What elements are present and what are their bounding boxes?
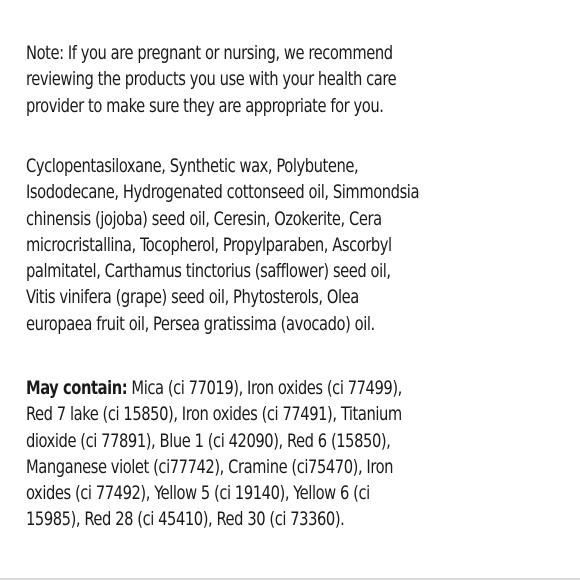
may-contain-line: 15985), Red 28 (ci 45410), Red 30 (ci 73360). bbox=[26, 508, 345, 531]
may-contain-first-line-text: Mica (ci 77019), Iron oxides (ci 77499), bbox=[127, 377, 402, 399]
may-contain-line: Manganese violet (ci77742), Cramine (ci75470), Iron bbox=[26, 455, 394, 478]
ingredients-line: Vitis vinifera (grape) seed oil, Phytosterols, Olea bbox=[26, 286, 359, 309]
may-contain-line: dioxide (ci 77891), Blue 1 (ci 42090), Red 6 (15850), bbox=[26, 429, 391, 452]
ingredients-line: microcristallina, Tocopherol, Propylparaben, Ascorbyl bbox=[26, 233, 392, 256]
ingredients-line: europaea fruit oil, Persea gratissima (avocado) oil. bbox=[26, 312, 375, 335]
note-line: reviewing the products you use with your health care bbox=[26, 68, 397, 91]
ingredients-line: chinensis (jojoba) seed oil, Ceresin, Ozokerite, Cera bbox=[26, 207, 382, 230]
ingredients-line: Cyclopentasiloxane, Synthetic wax, Polybutene, bbox=[26, 155, 359, 177]
may-contain-line: oxides (ci 77492), Yellow 5 (ci 19140), Yellow 6 (ci bbox=[26, 482, 370, 505]
may-contain-list bbox=[26, 375, 576, 533]
note-line: Note: If you are pregnant or nursing, we recommend bbox=[26, 42, 393, 64]
ingredients-list bbox=[26, 153, 576, 337]
may-contain-line: Red 7 lake (ci 15850), Iron oxides (ci 77491), Titanium bbox=[26, 403, 402, 426]
may-contain-label: May contain: bbox=[26, 377, 128, 399]
may-contain-first-line bbox=[26, 375, 576, 401]
pregnancy-note bbox=[26, 40, 576, 119]
ingredients-line: palmitatel, Carthamus tinctorius (safflower) seed oil, bbox=[26, 260, 391, 283]
note-line: provider to make sure they are appropriate for you. bbox=[26, 94, 384, 117]
ingredients-line: Isododecane, Hydrogenated cottonseed oil, Simmondsia bbox=[26, 181, 420, 204]
